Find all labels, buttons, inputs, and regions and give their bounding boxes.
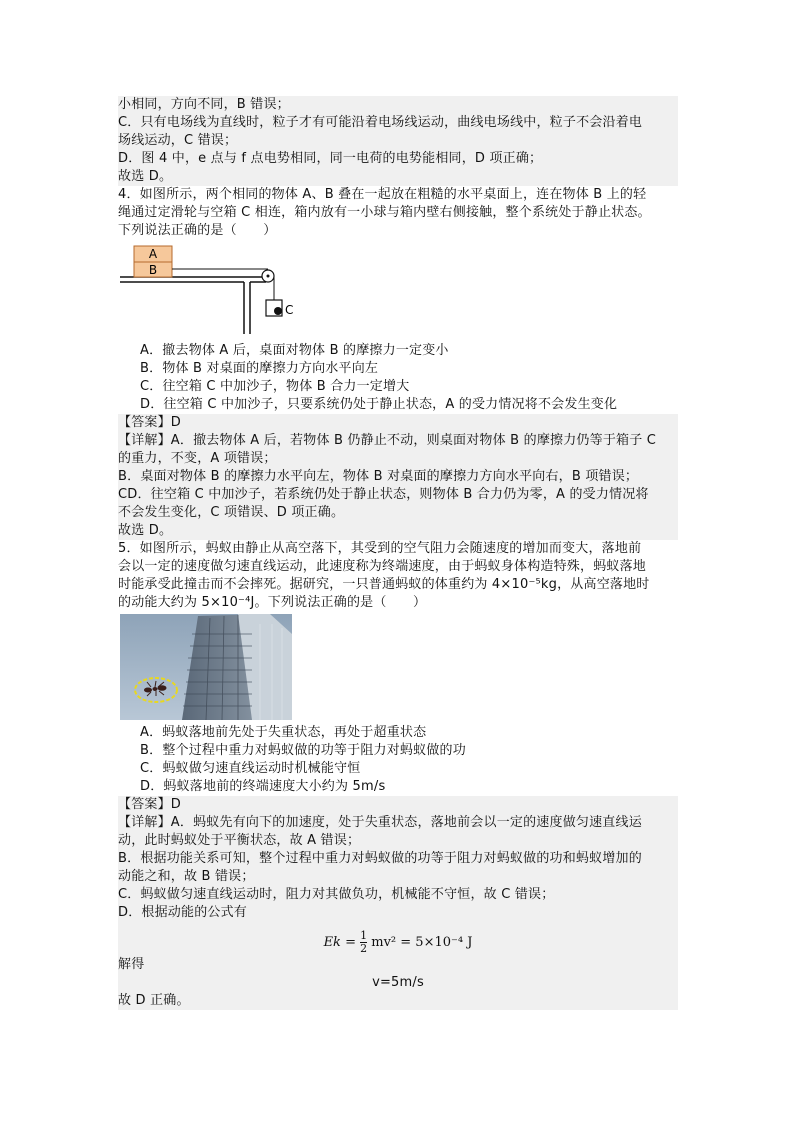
text-line: D．图 4 中，e 点与 f 点电势相同，同一电荷的电势能相同，D 项正确；	[118, 150, 678, 168]
formula-rhs: mv² = 5×10⁻⁴ J	[371, 935, 473, 950]
q4-option-c: C．往空箱 C 中加沙子，物体 B 合力一定增大	[140, 379, 410, 394]
q5-stem-line: 会以一定的速度做匀速直线运动，此速度称为终端速度，由于蚂蚁身体构造特殊，蚂蚁落地	[118, 559, 647, 574]
label-a: A	[148, 247, 158, 261]
q5-explain-line: 动，此时蚂蚁处于平衡状态，故 A 错误；	[118, 832, 678, 850]
q4-stem-line: 绳通过定滑轮与空箱 C 相连，箱内放有一小球与箱内壁右侧接触，整个系统处于静止状态。	[118, 205, 651, 220]
text-line: C．只有电场线为直线时，粒子才有可能沿着电场线运动，曲线电场线中，粒子不会沿着电	[118, 114, 678, 132]
q4-explain-line: 不会发生变化，C 项错误、D 项正确。	[118, 504, 678, 522]
q5-solve-label: 解得	[118, 956, 678, 974]
q4-explain-line: 故选 D。	[118, 522, 678, 540]
q5-option-c: C．蚂蚁做匀速直线运动时机械能守恒	[140, 761, 361, 776]
q5-result: v=5m/s	[118, 974, 678, 992]
q4-answer: 【答案】D	[118, 414, 678, 432]
q5-explain-line: C．蚂蚁做匀速直线运动时，阻力对其做负功，机械能不守恒，故 C 错误；	[118, 886, 678, 904]
q4-stem-line: 4．如图所示，两个相同的物体 A、B 叠在一起放在粗糙的水平桌面上，连在物体 B 上的轻	[118, 187, 647, 202]
q5-explain-line: B．根据功能关系可知，整个过程中重力对蚂蚁做的功等于阻力对蚂蚁做的功和蚂蚁增加的	[118, 850, 678, 868]
formula-eq: =	[345, 935, 356, 950]
q5-final: 故 D 正确。	[118, 992, 678, 1010]
ball	[274, 307, 282, 315]
q4-explain-line: 【详解】A．撤去物体 A 后，若物体 B 仍静止不动，则桌面对物体 B 的摩擦力仍等于箱子 C	[118, 432, 678, 450]
q4-option-b: B．物体 B 对桌面的摩擦力方向水平向左	[140, 361, 379, 376]
label-b: B	[148, 263, 158, 277]
q4-explain-line: B．桌面对物体 B 的摩擦力水平向左，物体 B 对桌面的摩擦力方向水平向右，B 项错误；	[118, 468, 678, 486]
q5-option-d: D．蚂蚁落地前的终端速度大小约为 5m/s	[140, 779, 386, 794]
q4-figure	[118, 244, 678, 336]
q5-answer: 【答案】D	[118, 796, 678, 814]
label-c: C	[285, 303, 294, 317]
q4-option-a: A．撤去物体 A 后，桌面对物体 B 的摩擦力一定变小	[140, 343, 449, 358]
text-line: 故选 D。	[118, 168, 678, 186]
q5-explain-line: D．根据动能的公式有	[118, 904, 678, 922]
q5-explain-line: 动能之和，故 B 错误；	[118, 868, 678, 886]
q5-photo	[120, 614, 292, 720]
q5-explain-line: 【详解】A．蚂蚁先有向下的加速度，处于失重状态，落地前会以一定的速度做匀速直线运	[118, 814, 678, 832]
q4-stem-line: 下列说法正确的是（ ）	[118, 223, 277, 238]
document-page	[118, 96, 678, 1010]
q4-option-d: D．往空箱 C 中加沙子，只要系统仍处于静止状态，A 的受力情况将不会发生变化	[140, 397, 618, 412]
kinetic-energy-formula	[118, 922, 678, 956]
text-line: 小相同，方向不同，B 错误；	[118, 96, 678, 114]
q5-option-a: A．蚂蚁落地前先处于失重状态，再处于超重状态	[140, 725, 427, 740]
q5-option-b: B．整个过程中重力对蚂蚁做的功等于阻力对蚂蚁做的功	[140, 743, 466, 758]
q4-explain-line: CD．往空箱 C 中加沙子，若系统仍处于静止状态，则物体 B 合力仍为零，A 的受力情况将	[118, 486, 678, 504]
formula-fraction	[360, 930, 367, 955]
q4-explain-line: 的重力，不变，A 项错误；	[118, 450, 678, 468]
q5-stem-line: 时能承受此撞击而不会摔死。据研究，一只普通蚂蚁的体重约为 4×10⁻⁵kg，从高空落地时	[118, 577, 650, 592]
q5-stem-line: 5．如图所示，蚂蚁由静止从高空落下，其受到的空气阻力会随速度的增加而变大，落地前	[118, 541, 642, 556]
frac-den: 2	[360, 942, 368, 955]
text-line: 场线运动，C 错误；	[118, 132, 678, 150]
q5-stem-line: 的动能大约为 5×10⁻⁴J。下列说法正确的是（ ）	[118, 595, 427, 610]
formula-lhs: Ek	[323, 935, 341, 950]
frac-num: 1	[360, 929, 368, 942]
